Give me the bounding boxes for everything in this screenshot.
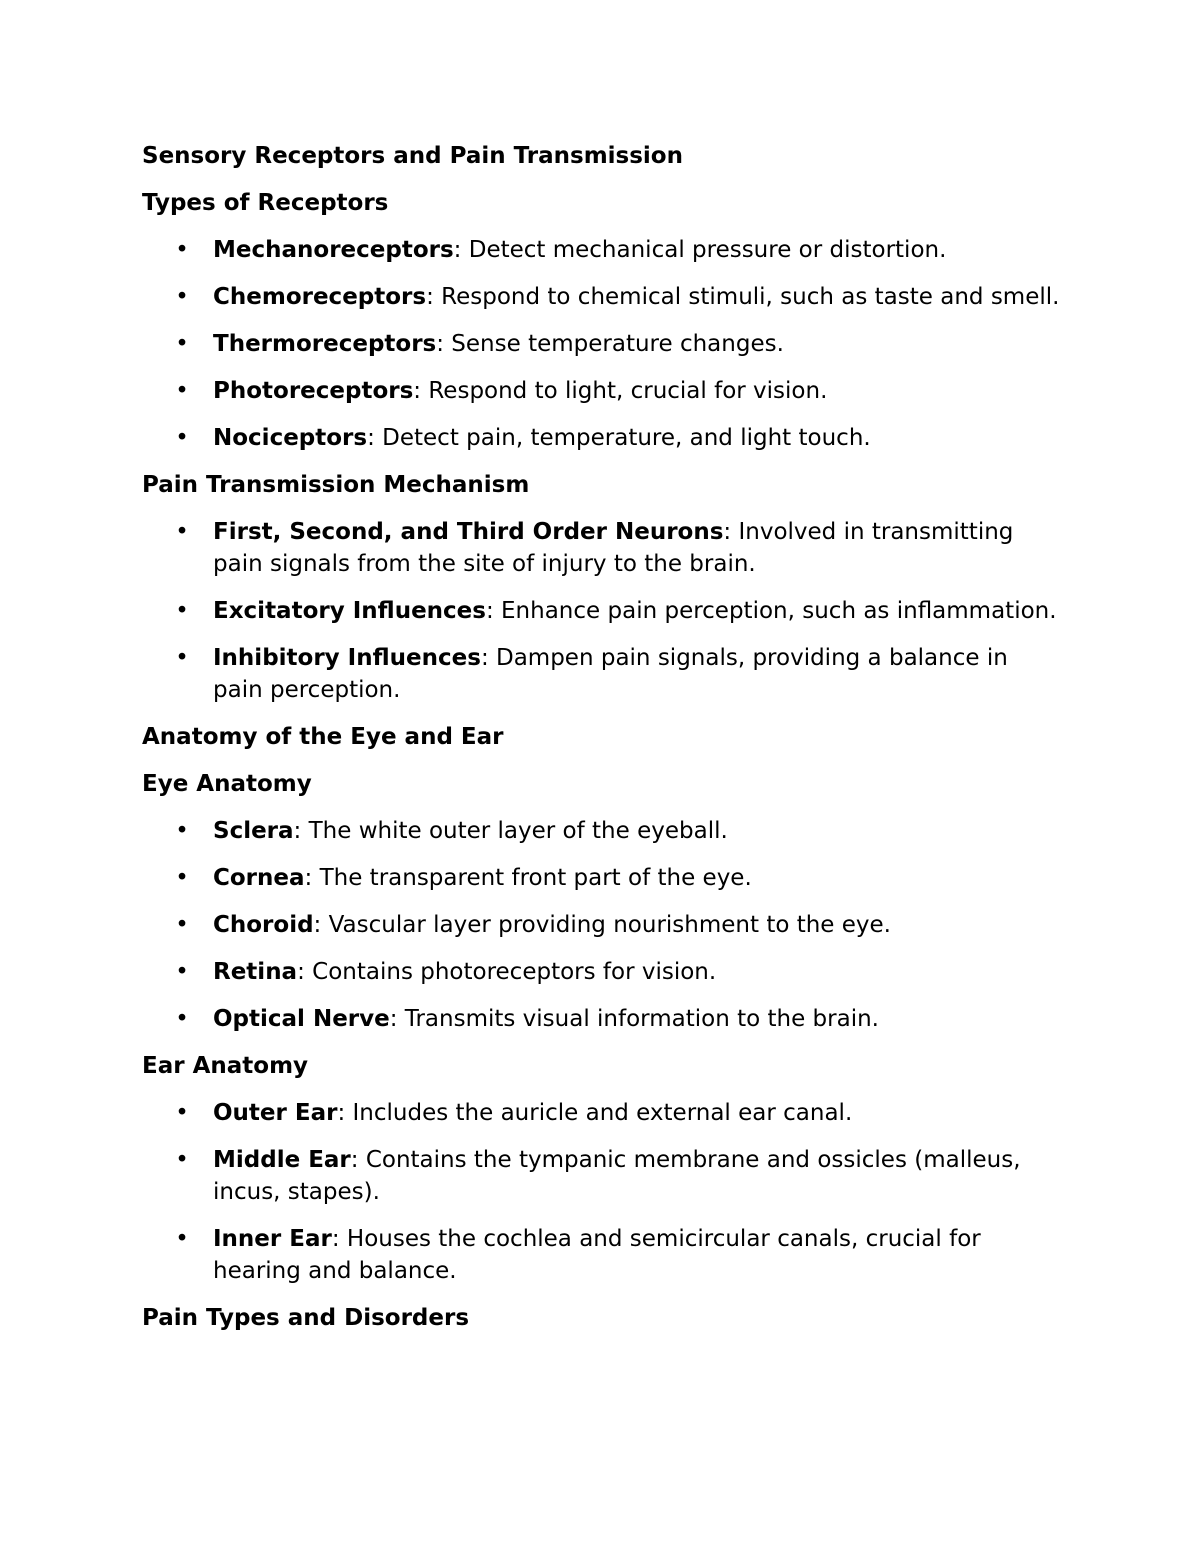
item-description: : The transparent front part of the eye. — [304, 865, 752, 891]
item-description: : Houses the cochlea and semicircular canals, crucial for hearing and balance. — [213, 1226, 981, 1284]
item-term: Middle Ear — [213, 1147, 351, 1173]
item-term: Excitatory Influences — [213, 598, 486, 624]
bullet-icon: • — [175, 519, 189, 545]
list-item — [142, 1003, 1062, 1035]
list-item — [142, 909, 1062, 941]
list-item — [142, 1144, 1062, 1208]
item-term: Cornea — [213, 865, 305, 891]
item-term: Mechanoreceptors — [213, 237, 454, 263]
bullet-icon: • — [175, 425, 189, 451]
bullet-icon: • — [175, 912, 189, 938]
item-description: : Involved in transmitting pain signals from the site of injury to the brain. — [213, 519, 1014, 577]
section-heading-ear-anatomy: Ear Anatomy — [142, 1053, 309, 1079]
item-description: : Contains the tympanic membrane and ossicles (malleus, incus, stapes). — [213, 1147, 1021, 1205]
bullet-icon: • — [175, 378, 189, 404]
item-description: : Contains photoreceptors for vision. — [297, 959, 717, 985]
item-term: Chemoreceptors — [213, 284, 427, 310]
bullet-icon: • — [175, 1100, 189, 1126]
item-term: Photoreceptors — [213, 378, 414, 404]
item-description: : Sense temperature changes. — [436, 331, 784, 357]
list-item — [142, 862, 1062, 894]
ear-anatomy-list — [142, 1097, 1062, 1287]
item-term: Choroid — [213, 912, 314, 938]
item-description: : Respond to chemical stimuli, such as taste and smell. — [426, 284, 1060, 310]
item-term: Optical Nerve — [213, 1006, 390, 1032]
list-item — [142, 595, 1062, 627]
list-item — [142, 956, 1062, 988]
bullet-icon: • — [175, 598, 189, 624]
list-item — [142, 815, 1062, 847]
section-heading-eye-anatomy: Eye Anatomy — [142, 771, 312, 797]
list-item — [142, 422, 1062, 454]
section-heading-anatomy: Anatomy of the Eye and Ear — [142, 724, 504, 750]
bullet-icon: • — [175, 237, 189, 263]
item-term: Thermoreceptors — [213, 331, 437, 357]
item-term: Retina — [213, 959, 298, 985]
eye-anatomy-list — [142, 815, 1062, 1035]
bullet-icon: • — [175, 1147, 189, 1173]
item-description: : Enhance pain perception, such as inflammation. — [485, 598, 1057, 624]
item-term: Outer Ear — [213, 1100, 338, 1126]
bullet-icon: • — [175, 865, 189, 891]
item-term: Nociceptors — [213, 425, 368, 451]
item-description: : Respond to light, crucial for vision. — [413, 378, 828, 404]
item-description: : Transmits visual information to the brain. — [389, 1006, 879, 1032]
item-description: : Detect pain, temperature, and light touch. — [367, 425, 871, 451]
item-term: First, Second, and Third Order Neurons — [213, 519, 724, 545]
bullet-icon: • — [175, 645, 189, 671]
bullet-icon: • — [175, 959, 189, 985]
bullet-icon: • — [175, 284, 189, 310]
list-item — [142, 642, 1062, 706]
item-description: : Vascular layer providing nourishment to the eye. — [313, 912, 891, 938]
list-item — [142, 375, 1062, 407]
list-item — [142, 1097, 1062, 1129]
document-page — [142, 140, 1062, 1349]
bullet-icon: • — [175, 1006, 189, 1032]
list-item — [142, 328, 1062, 360]
section-heading-types-of-receptors: Types of Receptors — [142, 190, 389, 216]
receptor-types-list — [142, 234, 1062, 454]
list-item — [142, 281, 1062, 313]
item-term: Sclera — [213, 818, 294, 844]
pain-transmission-list — [142, 516, 1062, 706]
item-term: Inhibitory Influences — [213, 645, 481, 671]
bullet-icon: • — [175, 331, 189, 357]
bullet-icon: • — [175, 1226, 189, 1252]
document-title: Sensory Receptors and Pain Transmission — [142, 143, 683, 169]
bullet-icon: • — [175, 818, 189, 844]
list-item — [142, 234, 1062, 266]
item-description: : The white outer layer of the eyeball. — [293, 818, 728, 844]
item-description: : Detect mechanical pressure or distortion. — [453, 237, 947, 263]
item-description: : Includes the auricle and external ear canal. — [337, 1100, 853, 1126]
list-item — [142, 516, 1062, 580]
section-heading-pain-transmission: Pain Transmission Mechanism — [142, 472, 530, 498]
item-term: Inner Ear — [213, 1226, 332, 1252]
list-item — [142, 1223, 1062, 1287]
section-heading-pain-types: Pain Types and Disorders — [142, 1305, 470, 1331]
item-description: : Dampen pain signals, providing a balance in pain perception. — [213, 645, 1008, 703]
